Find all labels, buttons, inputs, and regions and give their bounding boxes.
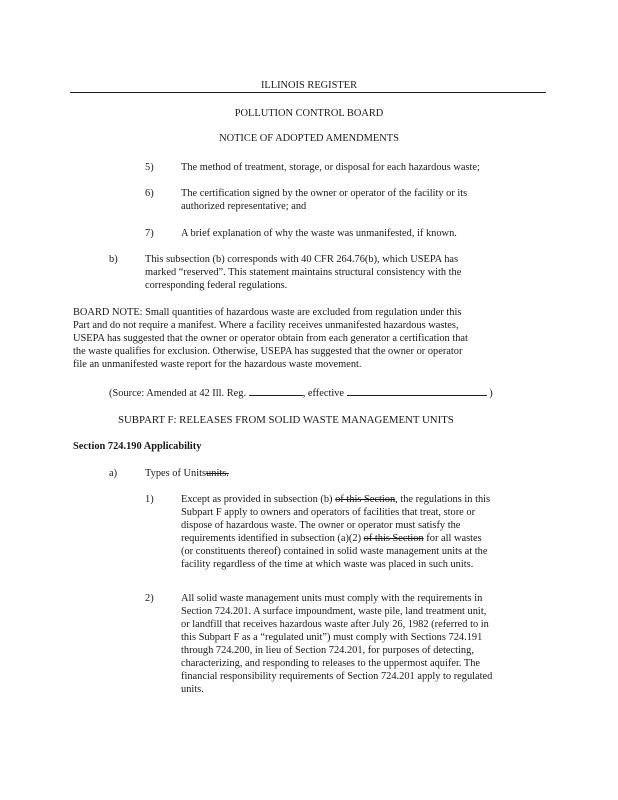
board-note-line: the waste qualifies for exclusion. Otherwise, USEPA has suggested that the owner or operator: [73, 346, 463, 357]
item-text: authorized representative; and: [181, 201, 307, 212]
paragraph-line: characterizing, and responding to releases to the uppermost aquifer. The: [181, 658, 481, 669]
register-title: ILLINOIS REGISTER: [260, 80, 358, 91]
board-note-line: file an unmanifested waste report for the hazardous waste movement.: [73, 359, 362, 370]
item-text: The method of treatment, storage, or disposal for each hazardous waste;: [181, 162, 480, 173]
source-line: [109, 385, 493, 400]
paragraph-line: Section 724.201. A surface impoundment, waste pile, land treatment unit,: [181, 606, 487, 617]
board-note-line: BOARD NOTE: Small quantities of hazardous waste are excluded from regulation under this: [73, 307, 462, 318]
source-prefix: (Source: Amended at 42 Ill. Reg.: [109, 388, 247, 399]
board-name: POLLUTION CONTROL BOARD: [234, 108, 384, 119]
struck-text: of this Section: [363, 533, 424, 544]
subsection-heading-text: Types of Units: [145, 468, 207, 479]
paragraph-line: [181, 493, 490, 506]
item-number: 6): [145, 188, 154, 199]
paragraph-line: this Subpart F as a “regulated unit”) must comply with Sections 724.191: [181, 632, 483, 643]
section-title: Section 724.190 Applicability: [73, 441, 202, 452]
subsection-heading: [145, 467, 229, 480]
source-suffix: ): [489, 388, 493, 399]
subsection-text: This subsection (b) corresponds with 40 CFR 264.76(b), which USEPA has: [145, 254, 459, 265]
paragraph-line: financial responsibility requirements of Section 724.201 apply to regulated: [181, 671, 493, 682]
paragraph-number: 2): [145, 593, 154, 604]
text-run: requirements identified in subsection (a)(2): [181, 533, 362, 544]
effective-date-blank: [347, 385, 487, 396]
notice-title: NOTICE OF ADOPTED AMENDMENTS: [219, 133, 399, 144]
item-text: The certification signed by the owner or operator of the facility or its: [181, 188, 468, 199]
paragraph-line: dispose of hazardous waste. The owner or operator must satisfy the: [181, 520, 461, 531]
subsection-label: a): [109, 468, 118, 479]
item-text: A brief explanation of why the waste was unmanifested, if known.: [181, 228, 457, 239]
text-run: , the regulations in this: [395, 494, 491, 505]
subsection-label: b): [109, 254, 118, 265]
subsection-text: marked “reserved”. This statement maintains structural consistency with the: [145, 267, 462, 278]
item-number: 7): [145, 228, 154, 239]
struck-text: units.: [206, 468, 229, 479]
header-rule: [70, 92, 546, 93]
source-effective: , effective: [302, 388, 345, 399]
subsection-text: corresponding federal regulations.: [145, 280, 288, 291]
paragraph-line: All solid waste management units must comply with the requirements in: [181, 593, 483, 604]
struck-text: of this Section: [335, 494, 396, 505]
board-note-line: USEPA has suggested that the owner or operator obtain from each generator a certification that: [73, 333, 468, 344]
paragraph-line: (or constituents thereof) contained in solid waste management units at the: [181, 546, 488, 557]
paragraph-line: or landfill that receives hazardous waste after July 26, 1982 (referred to in: [181, 619, 489, 630]
paragraph-line: [181, 532, 482, 545]
subpart-title: SUBPART F: RELEASES FROM SOLID WASTE MANAGEMENT UNITS: [118, 414, 454, 426]
paragraph-line: units.: [181, 684, 204, 695]
board-note-line: Part and do not require a manifest. Where a facility receives unmanifested hazardous wastes,: [73, 320, 459, 331]
text-run: Except as provided in subsection (b): [181, 494, 333, 505]
paragraph-line: Subpart F apply to owners and operators of facilities that treat, store or: [181, 507, 476, 518]
reg-blank: [249, 385, 303, 396]
paragraph-number: 1): [145, 494, 154, 505]
item-number: 5): [145, 162, 154, 173]
paragraph-line: through 724.200, in lieu of Section 724.201, for purposes of detecting,: [181, 645, 474, 656]
text-run: for all wastes: [426, 533, 482, 544]
paragraph-line: facility regardless of the time at which waste was placed in such units.: [181, 559, 474, 570]
